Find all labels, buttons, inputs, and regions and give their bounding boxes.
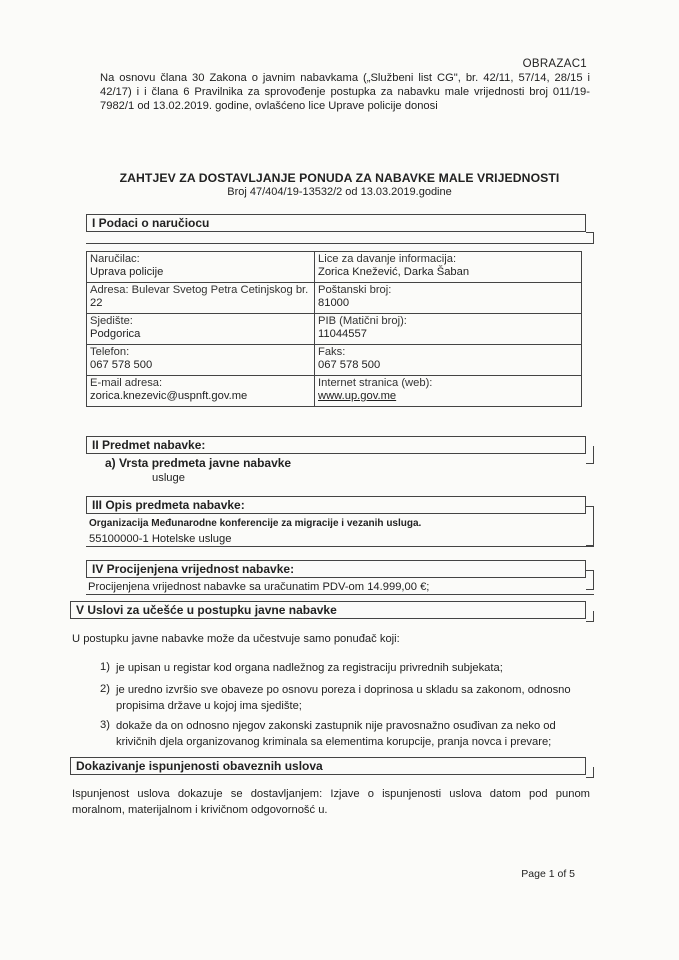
section-3-heading: III Opis predmeta nabavke: bbox=[86, 496, 586, 514]
condition-text: je uredno izvršio sve obaveze po osnovu poreza i doprinosa u skladu sa zakonom, odnosno propisima države u kojoj ima sjedište; bbox=[116, 684, 571, 712]
section-2-corner bbox=[586, 446, 594, 464]
section-3-description: Organizacija Međunarodne konferencije za migracije i vezanih usluga. bbox=[89, 518, 422, 529]
section-3-corner bbox=[586, 506, 594, 546]
info-value: Podgorica bbox=[90, 328, 141, 340]
info-cell-left bbox=[87, 252, 315, 283]
info-label: Telefon: bbox=[90, 346, 130, 358]
condition-number: 1) bbox=[100, 661, 110, 673]
info-value: Zorica Knežević, Darka Šaban bbox=[318, 266, 470, 278]
condition-number: 3) bbox=[100, 719, 110, 731]
section-2-item-label: a) Vrsta predmeta javne nabavke bbox=[105, 456, 292, 470]
info-cell-left bbox=[87, 345, 315, 376]
estimated-value: Procijenjena vrijednost nabavke sa uračunatim PDV-om 14.999,00 €; bbox=[88, 581, 430, 593]
contracting-authority-table bbox=[86, 251, 582, 407]
info-cell-left bbox=[87, 314, 315, 345]
info-label: Lice za davanje informacija: bbox=[318, 253, 457, 265]
section-6-corner bbox=[586, 767, 594, 778]
section-1-rule bbox=[86, 243, 594, 244]
section-1-heading: I Podaci o naručiocu bbox=[86, 214, 586, 232]
info-value: 81000 bbox=[318, 297, 350, 309]
info-cell-left bbox=[87, 376, 315, 407]
info-value: zorica.knezevic@uspnft.gov.me bbox=[90, 390, 248, 402]
info-cell-left bbox=[87, 283, 315, 314]
info-value: 22 bbox=[90, 297, 103, 309]
info-value: www.up.gov.me bbox=[318, 390, 397, 402]
info-label: E-mail adresa: bbox=[90, 377, 163, 389]
info-value: 067 578 500 bbox=[318, 359, 381, 371]
info-cell-right bbox=[315, 252, 582, 283]
info-row bbox=[87, 314, 582, 345]
page-number: Page 1 of 5 bbox=[521, 868, 575, 880]
info-cell-right bbox=[315, 376, 582, 407]
info-row bbox=[87, 283, 582, 314]
info-cell-right bbox=[315, 314, 582, 345]
form-id: OBRAZAC1 bbox=[522, 58, 587, 70]
info-label: Adresa: Bulevar Svetog Petra Cetinjskog br. bbox=[90, 284, 309, 296]
section-5-heading: V Uslovi za učešće u postupku javne nabavke bbox=[70, 601, 586, 619]
info-row bbox=[87, 376, 582, 407]
info-cell-right bbox=[315, 283, 582, 314]
section-5-corner bbox=[586, 611, 594, 622]
section-4-corner bbox=[586, 570, 594, 590]
section-5-intro: U postupku javne nabavke može da učestvuje samo ponuđač koji: bbox=[72, 633, 400, 645]
section-6-text: Ispunjenost uslova dokazuje se dostavljanjem: Izjave o ispunjenosti uslova datom pod punom moralnom, materijalnom i krivičnom odgovornošć u. bbox=[72, 788, 590, 816]
section-1-corner bbox=[586, 232, 594, 244]
intro-paragraph: Na osnovu člana 30 Zakona o javnim nabavkama („Službeni list CG", br. 42/11, 57/14, 28/15 i 42/17) i i člana 6 Pravilnika za sprovođenje postupka za nabavku male vrijednosti broj 011/19-7982/1 od 13.02.2019. godine, ovlašćeno lice Uprave policije donosi bbox=[100, 72, 590, 112]
info-label: Sjedište: bbox=[90, 315, 133, 327]
section-2-item-value: usluge bbox=[152, 472, 185, 484]
info-label: Poštanski broj: bbox=[318, 284, 392, 296]
condition-text: je upisan u registar kod organa nadležnog za registraciju privrednih subjekata; bbox=[116, 662, 503, 674]
info-label: Naručilac: bbox=[90, 253, 140, 265]
condition-text: dokaže da on odnosno njegov zakonski zastupnik nije pravosnažno osuđivan za neko od krivičnih djela organizovanog kriminala sa elementima korupcije, pranja novca i prevare; bbox=[116, 720, 556, 748]
section-3-cpv-code: 55100000-1 Hotelske usluge bbox=[89, 533, 232, 545]
document-number: Broj 47/404/19-13532/2 od 13.03.2019.godine bbox=[227, 186, 452, 198]
section-3-rule bbox=[86, 546, 594, 547]
info-cell-right bbox=[315, 345, 582, 376]
section-4-rule bbox=[86, 594, 594, 595]
info-row bbox=[87, 252, 582, 283]
info-label: Faks: bbox=[318, 346, 346, 358]
info-value: Uprava policije bbox=[90, 266, 164, 278]
section-4-heading: IV Procijenjena vrijednost nabavke: bbox=[86, 560, 586, 578]
section-2-heading: II Predmet nabavke: bbox=[86, 436, 586, 454]
info-label: PIB (Matični broj): bbox=[318, 315, 407, 327]
info-label: Internet stranica (web): bbox=[318, 377, 433, 389]
section-6-heading: Dokazivanje ispunjenosti obaveznih uslova bbox=[70, 757, 586, 775]
info-row bbox=[87, 345, 582, 376]
document-title: ZAHTJEV ZA DOSTAVLJANJE PONUDA ZA NABAVKE MALE VRIJEDNOSTI bbox=[119, 171, 560, 185]
condition-number: 2) bbox=[100, 683, 110, 695]
info-value: 067 578 500 bbox=[90, 359, 153, 371]
info-value: 11044557 bbox=[318, 328, 367, 340]
